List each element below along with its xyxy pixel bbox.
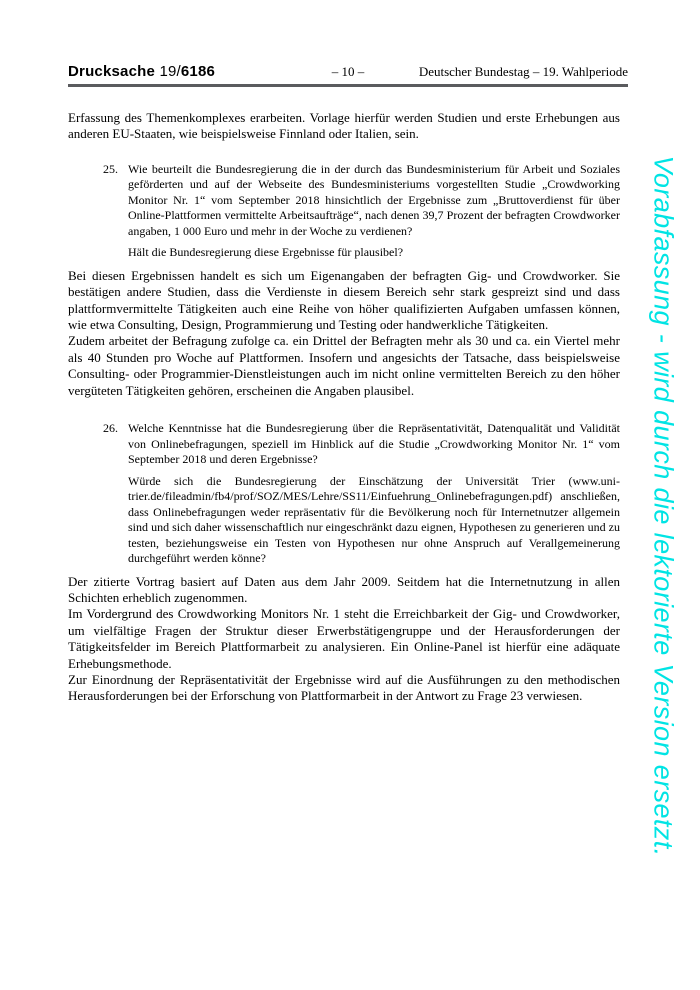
watermark-text: Vorabfassung - wird durch die lektorierte Version ersetzt. [648, 155, 679, 857]
page-number-marker: – 10 – [331, 64, 365, 79]
answer-paragraph: Zur Einordnung der Repräsentativität der Ergebnisse wird auf die Ausführungen zu den methodischen Herausforderungen bei der Erforschung von Plattformarbeit in der Antwort zu Frage 23 verwiesen. [68, 672, 620, 704]
header-rule [68, 84, 628, 87]
page-header [68, 63, 628, 80]
answer-paragraph: Im Vordergrund des Crowdworking Monitors Nr. 1 steht die Erreichbarkeit der Gig- und Crowdworker, um vielfältige Fragen der Struktur dieser Erwerbstätigengruppe und der Herausforderungen der Tätigkeitsfelder im Bereich Plattformarbeit zu analysieren. Ein Online-Panel ist hierfür eine adäquate Erhebungsmethode. [68, 606, 620, 671]
question-block-25 [68, 162, 620, 261]
doc-label: Drucksache [68, 63, 156, 80]
question-number: 25. [103, 161, 118, 176]
doc-number-bold: 6186 [180, 63, 216, 80]
doc-number [68, 63, 332, 80]
doc-number-prefix: 19/ [159, 63, 181, 80]
intro-paragraph: Erfassung des Themenkomplexes erarbeiten. Vorlage hierfür werden Studien und erste Erhebungen aus anderen EU-Staaten, wie beispielsweise Finnland oder Italien, sein. [68, 110, 620, 142]
question-paragraph: Hält die Bundesregierung diese Ergebnisse für plausibel? [128, 245, 404, 260]
question-number: 26. [103, 421, 118, 436]
answer-paragraph: Der zitierte Vortrag basiert auf Daten aus dem Jahr 2009. Seitdem hat die Internetnutzung in allen Schichten erheblich zugenommen. [68, 573, 620, 605]
answer-paragraph: Bei diesen Ergebnissen handelt es sich um Eigenangaben der befragten Gig- und Crowdworker. Sie bestätigen andere Studien, dass die Verdienste in diesem Bereich sehr stark gespreizt sind und dass plattformvermittelte Tätigkeiten auch eine Reihe von höher qualifizierten Aufgaben umfassen können, wie etwa Consulting, Design, Programmierung und Testing oder handwerkliche Tätigkeiten. [68, 267, 620, 333]
edition-title: Deutscher Bundestag – 19. Wahlperiode [418, 64, 628, 79]
question-paragraph: Würde sich die Bundesregierung der Einschätzung der Universität Trier (www.uni-trier.de/fileadmin/fb4/prof/SOZ/MES/Lehre/SS11/Einfuehrung_Onlinebefragungen.pdf) anschließen, dass Onlinebefragungen weder repräsentativ für die Bevölkerung noch für Internetnutzer allgemein sind und sich daher wissenschaftlich nur eingeschränkt dazu eignen, Hypothesen zu generieren und zu testen, beziehungsweise ein Testen von Hypothesen nur ohne Anspruch auf Verallgemeinerung durchgeführt werden könne? [128, 473, 620, 566]
document-body [68, 110, 620, 705]
question-block-26 [68, 421, 620, 567]
question-paragraph: Welche Kenntnisse hat die Bundesregierung über die Repräsentativität, Datenqualität und Validität von Onlinebefragungen, speziell im Hinblick auf die Studie „Crowdworking Monitor Nr. 1“ vom September 2018 und deren Ergebnisse? [128, 421, 620, 467]
answer-paragraph: Zudem arbeitet der Befragung zufolge ca. ein Drittel der Befragten mehr als 30 und ca. ein Viertel mehr als 40 Stunden pro Woche auf Plattformen. Insofern und angesichts der Tatsache, dass beispielsweise Consulting- oder Programmier-Dienstleistungen auch im nicht online vermittelten Bereich zu den höher vergüteten Tätigkeiten gehören, erscheinen die Angaben plausibel. [68, 333, 620, 398]
question-paragraph: Wie beurteilt die Bundesregierung die in der durch das Bundesministerium für Arbeit und Soziales geförderten und auf der Webseite des Bundesministeriums vorgestellten Studie „Crowdworking Monitor Nr. 1“ vom September 2018 hinsichtlich der Ergebnisse zum „Bruttoverdienst für über Online-Plattformen vermittelte Arbeitsaufträge“, nach denen 39,7 Prozent der befragten Crowdworker angaben, 1 000 Euro und mehr in der Woche zu verdienen? [128, 161, 620, 238]
